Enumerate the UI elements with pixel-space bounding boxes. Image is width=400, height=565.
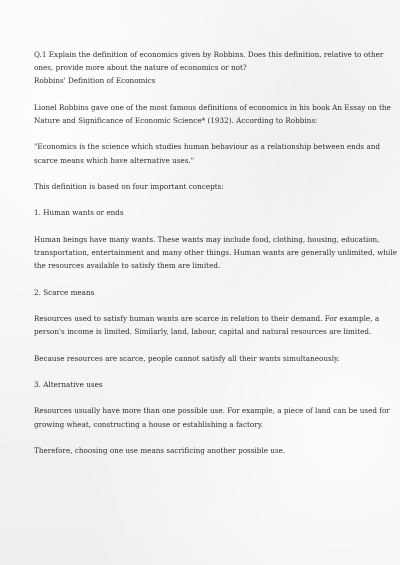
- concepts-intro-text: This definition is based on four important concepts:: [34, 181, 224, 191]
- concept3-extra-line: Therefore, choosing one use means sacrificing another possible use.: [34, 445, 286, 455]
- quote-line: "Economics is the science which studies human behaviour as a relationship between ends and: [34, 142, 381, 152]
- intro-line: Lionel Robbins gave one of the most famous definitions of economics in his book An Essay on the: [34, 102, 391, 112]
- concept2-paragraph: [34, 312, 380, 338]
- intro-line: Nature and Significance of Economic Science* (1932). According to Robbins:: [34, 116, 318, 125]
- concept1-line: transportation, entertainment and many other things. Human wants are generally unlimited, while: [34, 247, 397, 257]
- question-line: ones, provide more about the nature of economics or not?: [34, 63, 247, 73]
- question: [34, 48, 384, 88]
- quote-line: scarce means which have alternative uses.": [34, 155, 195, 165]
- concept2-heading: 2. Scarce means: [34, 287, 95, 297]
- concept2-line: Resources used to satisfy human wants are scarce in relation to their demand. For example, a: [34, 313, 380, 323]
- concept-heading: [34, 378, 366, 391]
- concept3-line: Resources usually have more than one possible use. For example, a piece of land can be used for: [34, 406, 390, 416]
- concept3-extra: [34, 444, 366, 457]
- robbins-quote: [34, 140, 381, 166]
- concepts-intro: [34, 180, 366, 193]
- concept-heading: [34, 286, 366, 299]
- concept2-extra-line: Because resources are scarce, people cannot satisfy all their wants simultaneously.: [34, 353, 340, 363]
- concept3-heading: 3. Alternative uses: [34, 379, 103, 389]
- concept-heading: [34, 206, 366, 219]
- section-title: Robbins' Definition of Economics: [34, 76, 156, 86]
- concept1-paragraph: [34, 233, 397, 273]
- question-line: Q.1 Explain the definition of economics given by Robbins. Does this definition, relative to other: [34, 50, 384, 59]
- intro-paragraph: [34, 101, 391, 127]
- concept1-line: Human beings have many wants. These wants may include food, clothing, housing, education,: [34, 234, 380, 244]
- concept3-line: growing wheat, constructing a house or establishing a factory.: [34, 419, 264, 429]
- concept1-heading: 1. Human wants or ends: [34, 208, 124, 218]
- concept2-extra: [34, 352, 366, 365]
- concept1-line: the resources available to satisfy them are limited.: [34, 261, 221, 271]
- concept2-line: person's income is limited. Similarly, land, labour, capital and natural resources are limited.: [34, 327, 372, 337]
- concept3-paragraph: [34, 404, 390, 430]
